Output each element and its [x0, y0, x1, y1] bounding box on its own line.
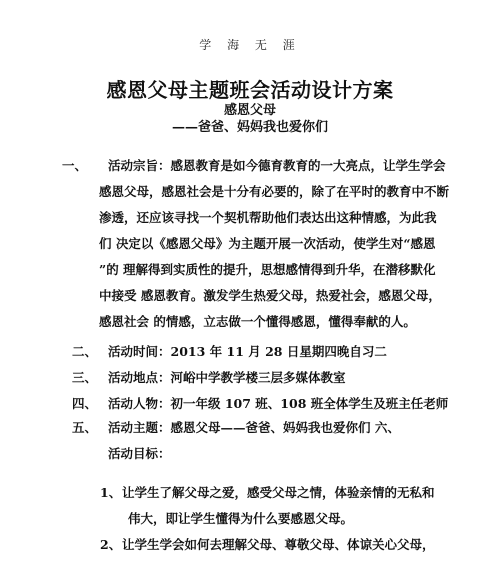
section-6-text: 活动目标：	[108, 446, 171, 461]
section-4-number: 四、	[72, 396, 98, 411]
section-3-number: 三、	[72, 370, 98, 385]
goal-2-number: 2、	[100, 537, 122, 552]
section-1-number: 一、	[62, 158, 88, 173]
goal-1-line-2: 伟大，即让学生懂得为什么要感恩父母。	[128, 511, 354, 526]
section-2-text: 活动时间：2013 年 11 月 28 日星期四晚自习二	[108, 344, 387, 359]
section-5-text: 活动主题：感恩父母——爸爸、妈妈我也爱你们 六、	[108, 420, 400, 435]
section-1-line-2: 感恩父母，感恩社会是十分有必要的，除了在平时的教育中不断	[99, 184, 450, 199]
section-1-line-4: 们 决定以《感恩父母》为主题开展一次活动，使学生对“感恩	[99, 236, 436, 251]
document-subtitle-2: ——爸爸、妈妈我也爱你们	[171, 120, 328, 135]
section-5-number: 五、	[72, 420, 98, 435]
goal-1-line-1: 让学生了解父母之爱，感受父母之情，体验亲情的无私和	[122, 485, 435, 500]
section-3-text: 活动地点：河峪中学教学楼三层多媒体教室	[108, 370, 346, 385]
document-subtitle: 感恩父母	[223, 103, 276, 118]
section-4-text: 活动人物：初一年级 107 班、108 班全体学生及班主任老师	[108, 396, 449, 411]
section-1-line-5: ”的 理解得到实质性的提升，思想感情得到升华，在潜移默化	[99, 262, 436, 277]
section-1-line-3: 渗透，还应该寻找一个契机帮助他们表达出这种情感，为此我	[99, 210, 437, 225]
section-1-line-6: 中接受 感恩教育。激发学生热爱父母，热爱社会，感恩父母，	[99, 288, 441, 303]
section-1-line-7: 感恩社会 的情感，立志做一个懂得感恩，懂得奉献的人。	[99, 314, 416, 329]
goal-1-number: 1、	[100, 485, 122, 500]
goal-2-line-1: 让学生学会如何去理解父母、尊敬父母、体谅关心父母，	[122, 537, 435, 552]
section-1-line-1: 活动宗旨：感恩教育是如今德育教育的一大亮点，让学生学会	[108, 158, 446, 173]
document-title: 感恩父母主题班会活动设计方案	[106, 78, 394, 102]
header-motto: 学 海 无 涯	[199, 38, 301, 52]
section-2-number: 二、	[72, 344, 98, 359]
